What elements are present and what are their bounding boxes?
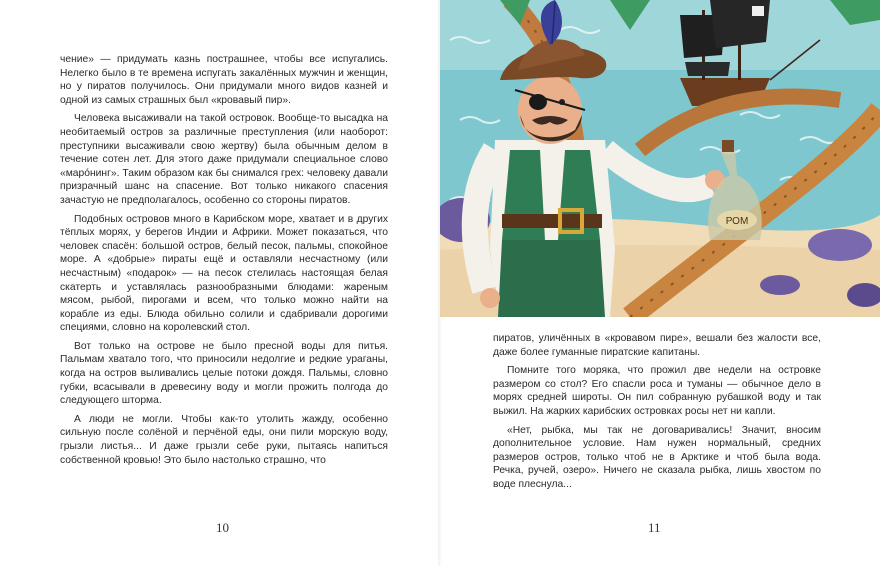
right-page	[440, 0, 880, 566]
paragraph: «Нет, рыбка, мы так не договаривались! Значит, вносим дополнительное условие. Нам нужен нормальный, средних размеров остров, только чтоб не в Арктике и чтоб была вода. Речка, ручей, озеро». Ничего не сказала рыбка, лишь хвостом по воде плеснула...	[493, 424, 821, 490]
paragraph: Подобных островов много в Карибском море, хватает и в других тёплых морях, у берегов Индии и Африки. Может показаться, что человек спасён: большой остров, белый песок, пальмы, спокойное море. А «добрые» пираты ещё и оставляли несчастному (или несчастным) «подарок» — на песок стелилась настоящая белая скатерть и уставлялась разнообразными блюдами: жареным мясом, рыбой, пирогами и всем, что только можно найти на корабле из еды. Блюда обильно солили и сдабривали дорогими специями, словно на королевский стол.	[60, 213, 388, 334]
paragraph: пиратов, уличённых в «кровавом пире», вешали без жалости все, даже более гуманные пиратские капитаны.	[493, 333, 821, 358]
left-page-text	[60, 53, 388, 472]
paragraph: Помните того моряка, что прожил две недели на островке размером со стол? Его спасли роса и туманы — обычное дело в морях средней широты. Он пил собранную рубашкой воду и так выжил. На жарких карибских островках росы нет ни капли.	[493, 365, 821, 417]
paragraph: чение» — придумать казнь пострашнее, чтобы все испугались. Нелегко было в те времена испугать закалённых мужчин и женщин, но у пиратов получилось. Они придумали много видов казней и одной из самых страшных был «кровавый пир».	[60, 54, 388, 106]
page-number-left: 10	[216, 520, 229, 535]
paragraph: Человека высаживали на такой островок. Вообще-то высадка на необитаемый остров за различные преступления (или наоборот: преступники высаживали свою жертву) была обычным делом в течение сотен лет. Для этого даже придумали специальное слово «марóнинг». Таким образом как бы снимался грех: человеку давали призрачный шанс на спасение. Вот только никакого спасения зачастую не предполагалось, особенно со стороны пиратов.	[60, 113, 388, 206]
pirate-illustration	[440, 0, 880, 317]
page-number-right: 11	[648, 520, 661, 535]
paragraph: А люди не могли. Чтобы как-то утолить жажду, особенно сильную после солёной и перчёной еды, они пили морскую воду, грызли листья... И даже грызли себе руки, пытаясь напиться собственной кровью! Это было настолько страшно, что	[60, 413, 388, 466]
pirate-scene-image	[440, 0, 880, 317]
bottle-label: РОМ	[725, 216, 749, 227]
paragraph: Вот только на острове не было пресной воды для питья. Пальмам хватало того, что приносили недолгие и редкие ураганы, когда на остров выливались целые потоки дождя. Пальмы, словно губки, всасывали в древесину воду и могли прожить полгода до следующего шторма.	[60, 340, 388, 407]
right-page-text	[493, 332, 821, 497]
